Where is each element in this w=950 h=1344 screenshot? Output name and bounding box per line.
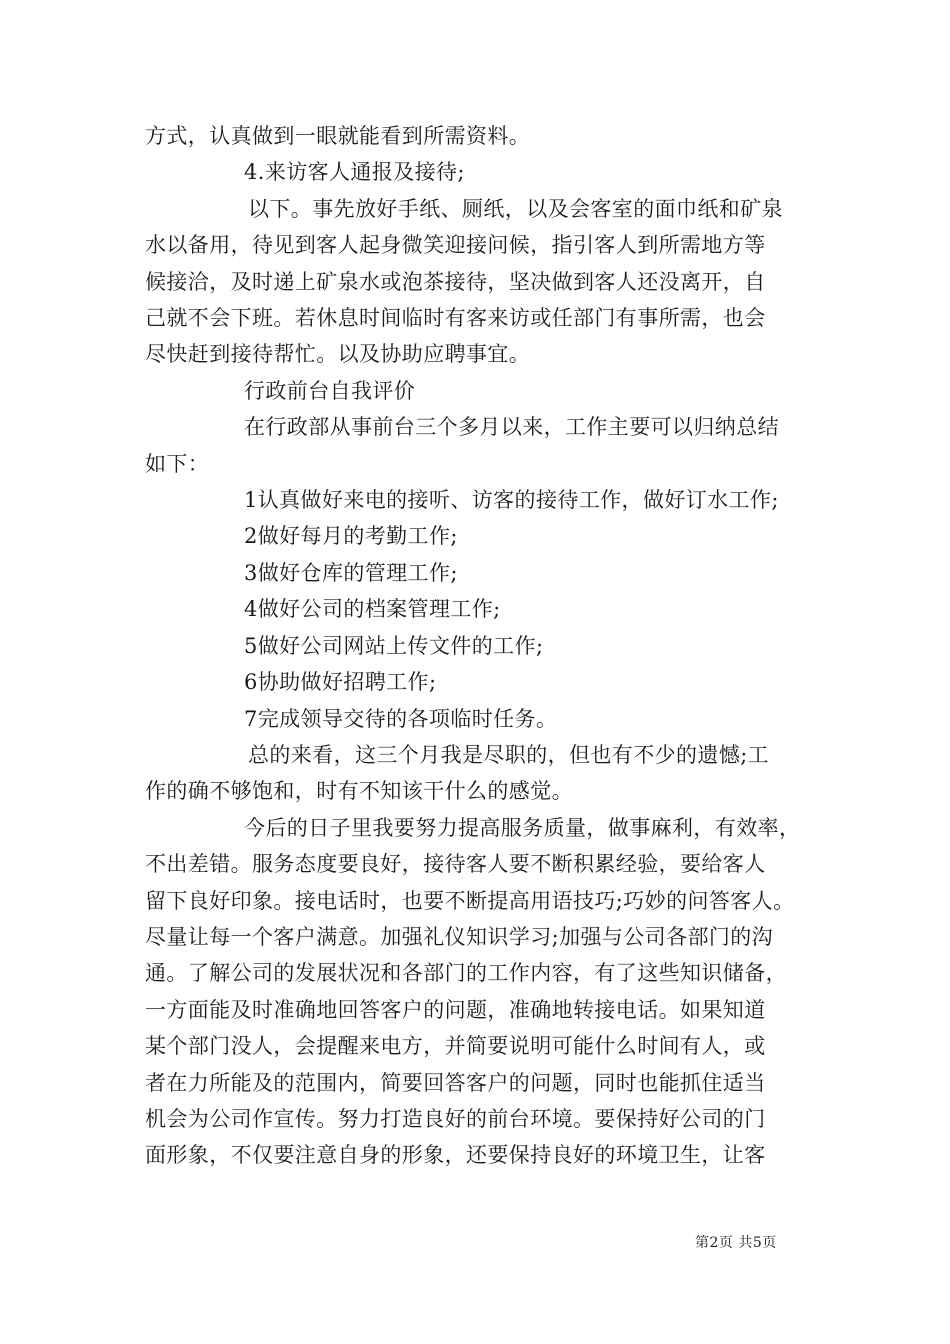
text-line: 以下。事先放好手纸、厕纸，以及会客室的面巾纸和矿泉 <box>248 196 783 221</box>
text-line: 尽快赶到接待帮忙。以及协助应聘事宜。 <box>145 342 531 367</box>
text-line: 总的来看，这三个月我是尽职的，但也有不少的遗憾;工 <box>248 742 770 767</box>
section-heading: 行政前台自我评价 <box>244 378 416 403</box>
text-line: 如下： <box>145 451 210 476</box>
text-line: 面形象，不仅要注意自身的形象，还要保持良好的环境卫生，让客 <box>145 1143 766 1168</box>
list-item: 7完成领导交待的各项临时任务。 <box>244 706 558 731</box>
list-item: 5做好公司网站上传文件的工作; <box>244 633 544 658</box>
text-line: 今后的日子里我要努力提高服务质量，做事麻利，有效率， <box>244 815 801 840</box>
text-line: 4.来访客人通报及接待; <box>244 160 465 185</box>
text-line: 水以备用，待见到客人起身微笑迎接问候，指引客人到所需地方等 <box>145 233 766 258</box>
text-line: 通。了解公司的发展状况和各部门的工作内容，有了这些知识储备， <box>145 961 787 986</box>
text-line: 方式，认真做到一眼就能看到所需资料。 <box>145 124 531 148</box>
text-line: 某个部门没人，会提醒来电方，并简要说明可能什么时间有人，或 <box>145 1034 766 1059</box>
list-item: 3做好仓库的管理工作; <box>244 560 458 585</box>
text-line: 己就不会下班。若休息时间临时有客来访或任部门有事所需，也会 <box>145 306 766 331</box>
text-line: 作的确不够饱和，时有不知该干什么的感觉。 <box>145 779 573 804</box>
text-line: 一方面能及时准确地回答客户的问题，准确地转接电话。如果知道 <box>145 997 766 1022</box>
text-line: 者在力所能及的范围内，简要回答客户的问题，同时也能抓住适当 <box>145 1070 766 1095</box>
list-item: 1认真做好来电的接听、访客的接待工作，做好订水工作; <box>244 488 779 513</box>
list-item: 6协助做好招聘工作; <box>244 670 437 695</box>
document-body <box>145 118 810 1174</box>
text-line: 不出差错。服务态度要良好，接待客人要不断积累经验，要给客人 <box>145 852 766 877</box>
text-line: 尽量让每一个客户满意。加强礼仪知识学习;加强与公司各部门的沟 <box>145 924 774 949</box>
text-line: 留下良好印象。接电话时，也要不断提高用语技巧;巧妙的问答客人。 <box>145 888 795 913</box>
text-line: 候接洽，及时递上矿泉水或泡茶接待，坚决做到客人还没离开，自 <box>145 269 766 294</box>
page-number: 第2页 共5页 <box>695 1235 777 1251</box>
text-line: 机会为公司作宣传。努力打造良好的前台环境。要保持好公司的门 <box>145 1106 766 1131</box>
list-item: 2做好每月的考勤工作; <box>244 524 458 549</box>
list-item: 4做好公司的档案管理工作; <box>244 597 501 622</box>
text-line: 在行政部从事前台三个多月以来，工作主要可以归纳总结 <box>244 415 779 440</box>
